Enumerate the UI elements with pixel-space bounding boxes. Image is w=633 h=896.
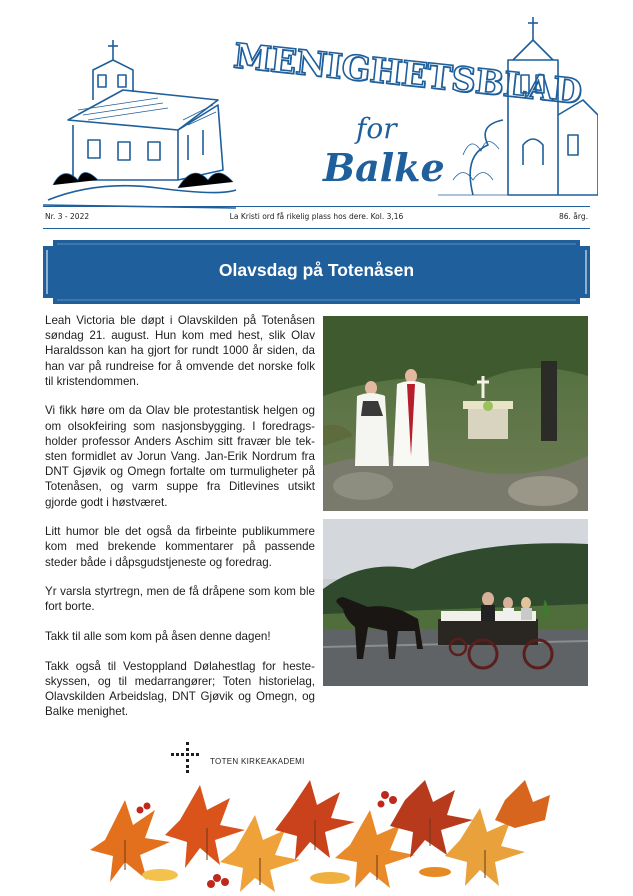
article-paragraph: Takk også til Vestoppland Dølahestlag for hesteskyssen, og til medarrangører; Toten historielag, Olavskilden Arbeidslag, DNT Gjøvik og Omegn, og Balke menighet. [45,659,315,719]
cross-dots-icon [168,740,208,775]
bottom-rule [43,228,590,229]
masthead-title: MENIGHETSBLAD [231,36,584,113]
article-paragraph: Yr varsla styrtregn, men de få dråpene som kom ble fort borte. [45,585,315,614]
headline-banner [43,240,590,304]
baptism-outdoor-photo [323,316,588,511]
kirkeakademi-logo [168,740,368,775]
autumn-leaves-illustration [85,780,550,896]
article-paragraph: Vi fikk høre om da Olav ble protestantisk helgen og om olsokfeiring som nasjonsbygging. I foredragsholder professor Anders Aschim sitt fravær ble teksten formidlet av Jorun Vang. Jan-Erik Nordrum fra DNT Gjøvik og Omegn fortalte om turmuligheter på Totenåsen, og varm suppe fra Ditlevines utsikt gjorde godt i høstværet. [45,404,315,509]
logo-text: TOTEN KIRKEAKADEMI [210,757,305,766]
article-headline: Olavsdag på Totenåsen [218,260,415,280]
church-drawing-right [433,5,598,205]
masthead-place: Balke [323,145,445,190]
issue-number: Nr. 3 - 2022 [45,212,90,221]
horse-carriage-photo [323,519,588,686]
issue-verse: La Kristi ord få rikelig plass hos dere. Kol. 3,16 [229,212,404,221]
article-paragraph: Leah Victoria ble døpt i Olavskilden på Totenåsen søndag 21. august. Hun kom med hest, slik Olav Haraldsson kan ha gjort for rundt 1000 år siden, da han var på rundreise for å omvende det norske folk til kristendommen. [45,314,315,388]
article-paragraph: Litt humor ble det også da firbeinte publikummere kom med brekende kommentarer på passende steder både i dåpsgudstjeneste og foredrag. [45,525,315,569]
church-drawing-left [38,30,238,230]
top-rule [43,206,590,207]
masthead-for: for [356,112,397,145]
masthead [38,0,598,205]
issue-bar [43,212,590,226]
article-body [45,313,315,734]
issue-volume: 86. årg. [558,212,588,221]
article-paragraph: Takk til alle som kom på åsen denne dagen! [45,630,271,644]
